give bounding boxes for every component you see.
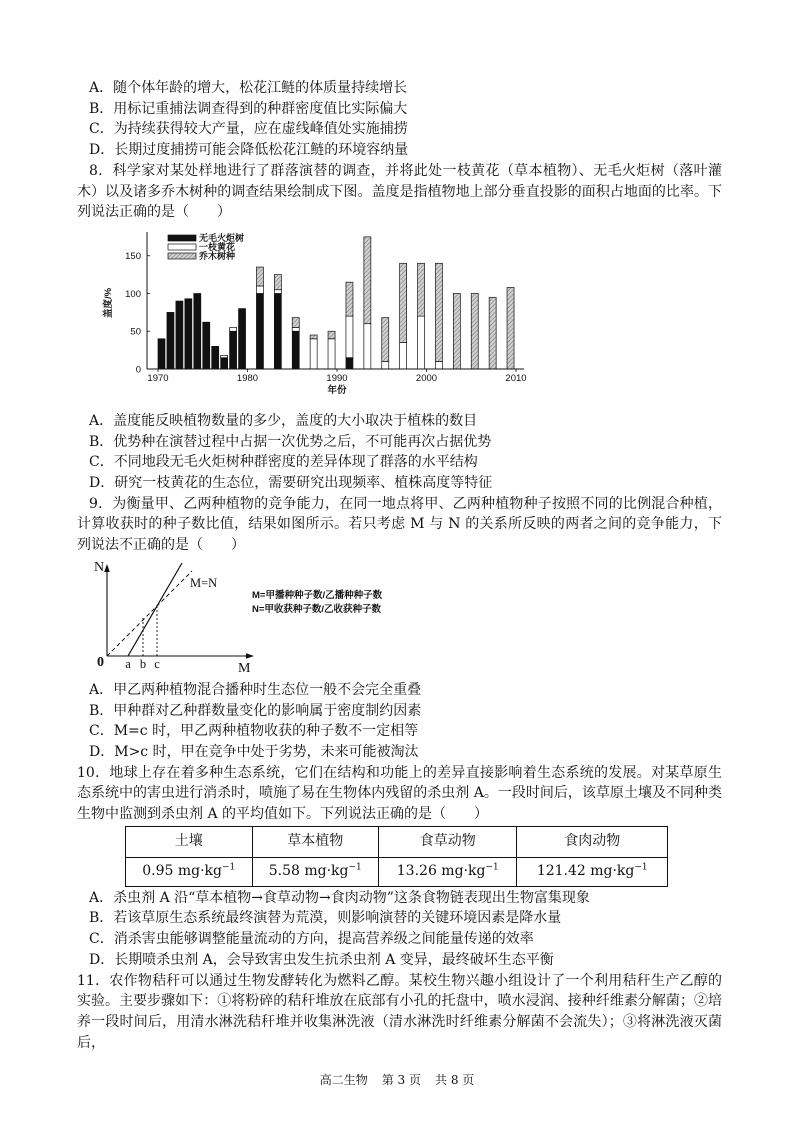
q10-options: [77, 888, 722, 971]
value-exponent: −1: [221, 862, 236, 873]
q8-stem: [77, 161, 722, 223]
q10-table-block: [77, 825, 722, 888]
q9-option-c: [77, 721, 722, 742]
bar-series0-1972: [176, 301, 183, 369]
legend-label-2: 乔木树种: [199, 250, 236, 261]
legend-m-definition: M=甲播种种子数/乙播种种子数: [252, 589, 383, 601]
bar-series1-1977: [221, 355, 228, 357]
value-number: 13.26 mg·kg: [396, 863, 486, 880]
n-axis-arrow: [104, 564, 110, 572]
bar-series0-1976: [212, 346, 219, 369]
q9-option-a: [77, 680, 722, 701]
coverage-chart: [92, 223, 532, 411]
q10-option-d: [77, 950, 722, 971]
bar-series0-1975: [203, 322, 210, 369]
q9-options: [77, 680, 722, 763]
question-number: 11．: [77, 972, 110, 989]
option-text: M>c 时，甲在竞争中处于劣势，未来可能被淘汰: [114, 743, 419, 760]
m-axis-label: M: [238, 660, 251, 676]
origin-label: 0: [97, 654, 104, 670]
competition-curve: [128, 563, 182, 656]
q10-option-a: [77, 888, 722, 909]
n-axis-label: N: [94, 559, 105, 575]
q11-stem: [77, 971, 722, 1054]
q8-option-c: [77, 452, 722, 473]
header-herbivores: 食草动物: [379, 826, 517, 857]
m-equals-n-line: [107, 571, 192, 656]
point-b-label: b: [139, 656, 147, 671]
q9-option-d: [77, 742, 722, 763]
table-row: [126, 857, 668, 886]
page-footer: [0, 1071, 794, 1089]
bar-series1-2001: [435, 361, 442, 369]
chart-y-label: 盖度/%: [103, 287, 114, 318]
option-text: 甲种群对乙种群数量变化的影响属于密度制约因素: [113, 702, 422, 719]
y-tick-label-100: 100: [125, 288, 141, 300]
bar-series0-1971: [167, 312, 174, 369]
bar-series1-1978: [230, 327, 237, 331]
bar-series2-1987: [310, 335, 317, 339]
bar-series0-1983: [274, 293, 281, 369]
option-text: 杀虫剂 A 沿“草本植物→食草动物→食肉动物”这条食物链表现出生物富集现象: [113, 889, 590, 906]
bar-series0-1978: [230, 331, 237, 369]
legend-label-0: 无毛火炬树: [199, 232, 245, 243]
q8-option-a: [77, 411, 722, 432]
bar-series1-1987: [310, 339, 317, 369]
y-tick-label-50: 50: [130, 326, 141, 338]
value-exponent: −1: [485, 862, 499, 873]
bar-series0-1973: [185, 299, 192, 369]
q8-option-d: [77, 473, 722, 494]
option-label: C．: [89, 454, 114, 471]
option-label: A．: [89, 889, 114, 906]
bar-series2-1983: [274, 275, 281, 290]
bar-series2-2007: [489, 297, 496, 369]
value-exponent: −1: [634, 862, 648, 873]
option-label: B．: [89, 910, 114, 927]
value-herbaceous-plants: [252, 857, 379, 886]
q7-option-a: [77, 78, 722, 99]
legend-swatch-1: [168, 244, 196, 250]
m-equals-n-label: M=N: [190, 575, 218, 590]
option-label: B．: [89, 100, 114, 117]
option-text: M=c 时，甲乙两种植物收获的种子数不一定相等: [113, 723, 419, 740]
bar-series2-2009: [507, 287, 514, 369]
bar-series1-1983: [274, 290, 281, 294]
legend-swatch-2: [168, 253, 196, 259]
chart-x-label: 年份: [327, 384, 347, 396]
bar-series0-1977: [221, 358, 228, 369]
bar-series0-1981: [256, 293, 263, 369]
y-tick-label-150: 150: [125, 251, 141, 263]
bar-series2-1991: [346, 282, 353, 316]
bar-series2-1989: [328, 331, 335, 339]
bar-series2-1995: [382, 318, 389, 362]
option-label: A．: [89, 80, 114, 96]
option-text: 盖度能反映植物数量的多少，盖度的大小取决于植株的数目: [113, 412, 478, 429]
question-text: 科学家对某处样地进行了群落演替的调查，并将此处一枝黄花（草本植物）、无毛火炬树（落叶灌木）以及诸多乔木树种的调查结果绘制成下图。盖度是指植物地上部分垂直投影的面积占地面的比率。下列说法正确的是（ ）: [77, 162, 722, 221]
value-number: 0.95 mg·kg: [142, 863, 222, 880]
point-c-label: c: [154, 656, 160, 671]
q10-stem: [77, 763, 722, 825]
option-text: 长期喷杀虫剂 A，会导致害虫发生抗杀虫剂 A 变异，最终破坏生态平衡: [114, 951, 554, 968]
option-label: C．: [89, 931, 114, 948]
header-soil: 土壤: [126, 826, 253, 857]
bar-series0-1970: [158, 339, 165, 369]
bar-series1-1999: [418, 316, 425, 369]
q8-options: [77, 411, 722, 494]
x-tick-label-2000: 2000: [415, 372, 438, 384]
x-tick-label-1990: 1990: [326, 372, 348, 384]
footer-subject: 高二生物: [319, 1073, 368, 1087]
q7-option-d: [77, 140, 722, 161]
point-a-label: a: [125, 656, 131, 671]
question-text: 农作物秸秆可以通过生物发酵转化为燃料乙醇。某校生物兴趣小组设计了一个利用秸秆生产乙醇的实验。主要步骤如下：①将粉碎的秸秆堆放在底部有小孔的托盘中，喷水浸润、接种纤维素分解菌；②培养一段时间后，用清水淋洗秸秆堆并收集淋洗液（清水淋洗时纤维素分解菌不会流失）；③将淋洗液灭菌后，: [77, 972, 722, 1051]
bar-series2-2003: [453, 293, 460, 369]
legend-n-definition: N=甲收获种子数/乙收获种子数: [252, 603, 382, 615]
legend-swatch-0: [168, 235, 196, 241]
footer-page-total: 共 8 页: [435, 1073, 475, 1087]
option-label: A．: [89, 681, 114, 698]
option-label: D．: [89, 951, 115, 968]
question-text: 为衡量甲、乙两种植物的竞争能力，在同一地点将甲、乙两种植物种子按照不同的比例混合种植，计算收获时的种子数比值，结果如图所示。若只考虑 M 与 N 的关系所反映的两者之间的竞争能力，下列说法不正确的是（ ）: [77, 495, 722, 554]
q9-option-b: [77, 701, 722, 722]
option-text: 甲乙两种植物混合播种时生态位一般不会完全重叠: [113, 681, 422, 698]
page-content: [77, 78, 722, 1053]
bar-series1-1991: [346, 316, 353, 358]
question-text: 地球上存在着多种生态系统，它们在结构和功能上的差异直接影响着生态系统的发展。对某草原生态系统中的害虫进行消杀时，喷施了易在生物体内残留的杀虫剂 A。一段时间后，该草原土壤及不同种类生物中监测到杀虫剂 A 的平均值如下。下列说法正确的是（ ）: [77, 764, 722, 823]
option-label: B．: [89, 702, 114, 719]
q7-option-c: [77, 119, 722, 140]
question-number: 9．: [89, 495, 113, 512]
bar-series0-1991: [346, 358, 353, 369]
option-text: 优势种在演替过程中占据一次优势之后，不可能再次占据优势: [113, 433, 492, 450]
option-text: 消杀害虫能够调整能量流动的方向，提高营养级之间能量传递的效率: [113, 931, 534, 948]
bar-series2-1997: [400, 263, 407, 342]
bar-series2-1985: [292, 318, 299, 328]
competition-graph: [90, 556, 420, 680]
bar-series0-1974: [194, 293, 201, 369]
value-soil: [126, 857, 253, 886]
value-number: 121.42 mg·kg: [536, 863, 635, 880]
x-tick-label-2010: 2010: [505, 372, 527, 384]
question-number: 8．: [89, 162, 113, 179]
value-number: 5.58 mg·kg: [268, 863, 349, 880]
bar-series2-1999: [418, 263, 425, 316]
y-tick-label-0: 0: [135, 364, 141, 376]
option-label: D．: [89, 743, 115, 760]
value-herbivores: [379, 857, 517, 886]
q10-option-c: [77, 929, 722, 950]
bar-series1-1997: [400, 343, 407, 369]
bar-series2-2005: [471, 293, 478, 369]
header-herbaceous-plants: 草本植物: [252, 826, 379, 857]
option-label: D．: [89, 475, 115, 492]
header-carnivores: 食肉动物: [517, 826, 668, 857]
q8-option-b: [77, 432, 722, 453]
bar-series1-1989: [328, 339, 335, 369]
option-label: D．: [89, 142, 115, 159]
footer-page-number: 第 3 页: [381, 1073, 421, 1087]
pesticide-table: [125, 826, 668, 887]
option-text: 随个体年龄的增大，松花江鲢的体质量持续增长: [113, 80, 408, 96]
bar-series0-1979: [239, 309, 246, 369]
option-label: C．: [89, 723, 114, 740]
bar-series2-1993: [364, 237, 371, 324]
bar-series1-1995: [382, 361, 389, 369]
chart-legend: [168, 232, 244, 261]
bar-series2-2001: [435, 263, 442, 361]
option-text: 用标记重捕法调查得到的种群密度值比实际偏大: [113, 100, 408, 117]
option-text: 为持续获得较大产量，应在虚线峰值处实施捕捞: [113, 121, 408, 138]
value-carnivores: [517, 857, 668, 886]
bar-series1-1985: [292, 327, 299, 331]
option-text: 若该草原生态系统最终演替为荒漠，则影响演替的关键环境因素是降水量: [113, 910, 562, 927]
q7-options: [77, 78, 722, 161]
q9-stem: [77, 494, 722, 556]
x-tick-label-1970: 1970: [147, 372, 169, 384]
x-tick-label-1980: 1980: [236, 372, 259, 384]
bar-series0-1985: [292, 331, 299, 369]
q10-option-b: [77, 908, 722, 929]
legend-label-1: 一枝黄花: [199, 241, 236, 252]
bar-series1-1993: [364, 324, 371, 369]
option-text: 长期过度捕捞可能会降低松花江鲢的环境容纳量: [114, 142, 409, 159]
q9-figure: [77, 556, 722, 680]
value-exponent: −1: [348, 862, 362, 873]
option-text: 不同地段无毛火炬树种群密度的差异体现了群落的水平结构: [113, 454, 478, 471]
bar-series2-1981: [256, 267, 263, 286]
table-header-row: [126, 826, 668, 857]
option-label: C．: [89, 121, 114, 138]
q8-figure: [77, 223, 722, 411]
option-label: B．: [89, 433, 114, 450]
question-number: 10．: [77, 764, 110, 781]
q7-option-b: [77, 99, 722, 120]
option-text: 研究一枝黄花的生态位，需要研究出现频率、植株高度等特征: [114, 475, 493, 492]
bar-series1-1981: [256, 286, 263, 294]
option-label: A．: [89, 412, 114, 429]
m-axis-arrow: [246, 653, 254, 659]
